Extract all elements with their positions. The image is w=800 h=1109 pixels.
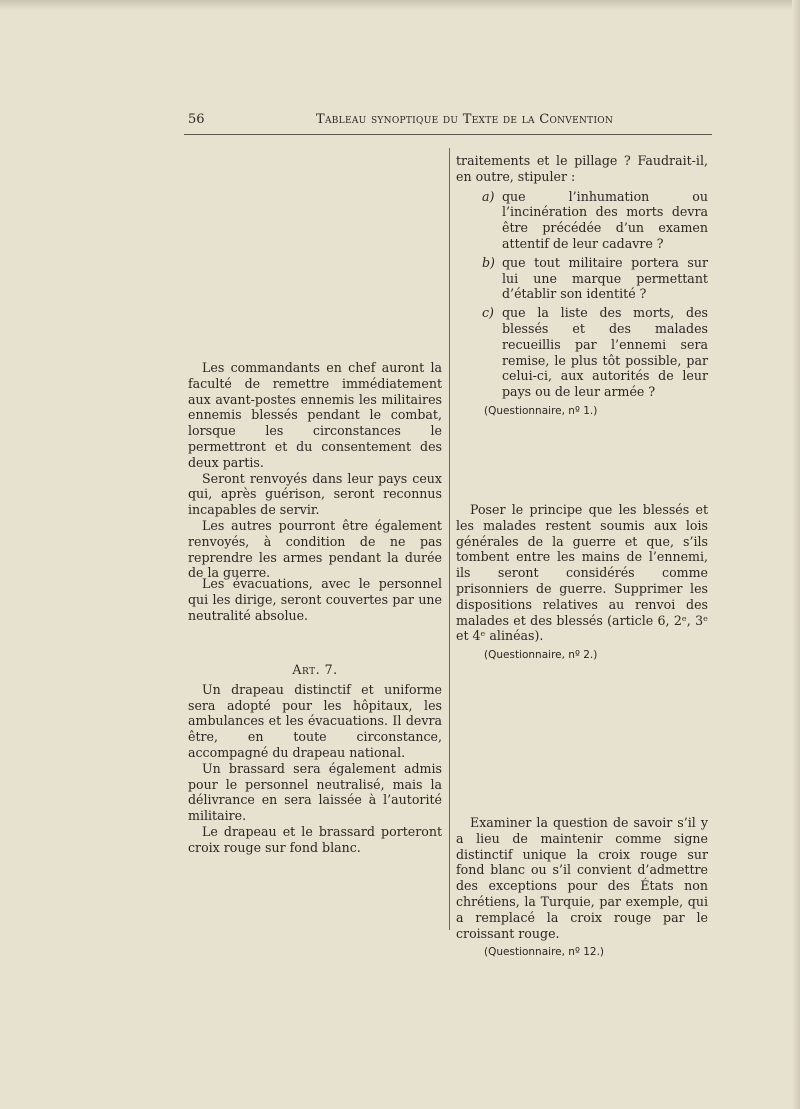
list-item <box>456 305 708 400</box>
questionnaire-reference: (Questionnaire, nº 2.) <box>484 649 598 662</box>
list-marker: a) <box>482 188 495 204</box>
paragraph: Un brassard sera également admis pour le personnel neutralisé, mais la délivrance en sera laissée à l’autorité militaire. <box>188 760 442 824</box>
article-7 <box>188 662 442 856</box>
list-item <box>456 255 708 302</box>
list-item-text: que l’inhumation ou l’incinération des morts devra être précédée d’un examen attentif de leur cadavre ? <box>502 188 708 251</box>
right-block-prisoners <box>456 502 708 664</box>
list-item-text: que la liste des morts, des blessés et des malades recueillis par l’ennemi sera remise, le plus tôt possible, par celui-ci, aux autorités de leur pays ou de leur armée ? <box>502 305 708 400</box>
list-marker: c) <box>482 305 494 321</box>
running-title: Tableau synoptique du Texte de la Convention <box>316 112 614 127</box>
page-right-edge <box>792 0 800 1109</box>
questionnaire-reference: (Questionnaire, nº 12.) <box>484 946 605 959</box>
left-block-evacuation-rules <box>188 360 442 581</box>
paragraph: traitements et le pillage ? Faudrait-il, en outre, stipuler : <box>456 153 708 184</box>
paragraph: Seront renvoyés dans leur pays ceux qui, après guérison, seront reconnus incapables de servir. <box>188 470 442 518</box>
page-top-edge <box>0 0 800 10</box>
right-block-red-cross <box>456 815 708 961</box>
page-number: 56 <box>188 112 205 127</box>
list-item <box>456 189 708 252</box>
paragraph: Les commandants en chef auront la faculté de remettre immédiatement aux avant-postes ennemis les militaires ennemis blessés pendant le combat, lorsque les circonstances le permettront et du consentement des deux partis. <box>188 360 442 470</box>
paragraph: Un drapeau distinctif et uniforme sera adopté pour les hôpitaux, les ambulances et les évacuations. Il devra être, en toute circonstance, accompagné du drapeau national. <box>188 681 442 760</box>
paragraph: Les évacuations, avec le personnel qui les dirige, seront couvertes par une neutralité absolue. <box>188 576 442 623</box>
header-rule <box>184 134 712 135</box>
paragraph: Les autres pourront être également renvoyés, à condition de ne pas reprendre les armes pendant la durée de la guerre. <box>188 517 442 581</box>
right-block-questions <box>456 153 708 420</box>
article-title: Art. 7. <box>292 662 338 677</box>
list-item-text: que tout militaire portera sur lui une marque permettant d’établir son identité ? <box>502 254 708 302</box>
paragraph: Poser le principe que les blessés et les malades restent soumis aux lois générales de la guerre et que, s’ils tombent entre les mains de l’ennemi, ils seront considérés comme prisonniers de guerre. Supprimer les dispositions relatives au renvoi des malades et des blessés (article 6, 2ᵉ, 3ᵉ et 4ᵉ alinéas). <box>456 502 708 644</box>
list-marker: b) <box>482 254 495 270</box>
column-divider <box>449 148 450 930</box>
paragraph: Le drapeau et le brassard porteront croix rouge sur fond blanc. <box>188 823 442 855</box>
paragraph: Examiner la question de savoir s’il y a lieu de maintenir comme signe distinctif unique la croix rouge sur fond blanc ou s’il convient d’admettre des exceptions pour des États non chrétiens, la Turquie, par exemple, qui a remplacé la croix rouge par le croissant rouge. <box>456 815 708 941</box>
questionnaire-reference: (Questionnaire, nº 1.) <box>484 404 598 417</box>
left-block-neutrality <box>188 576 442 623</box>
question-list <box>456 189 708 400</box>
